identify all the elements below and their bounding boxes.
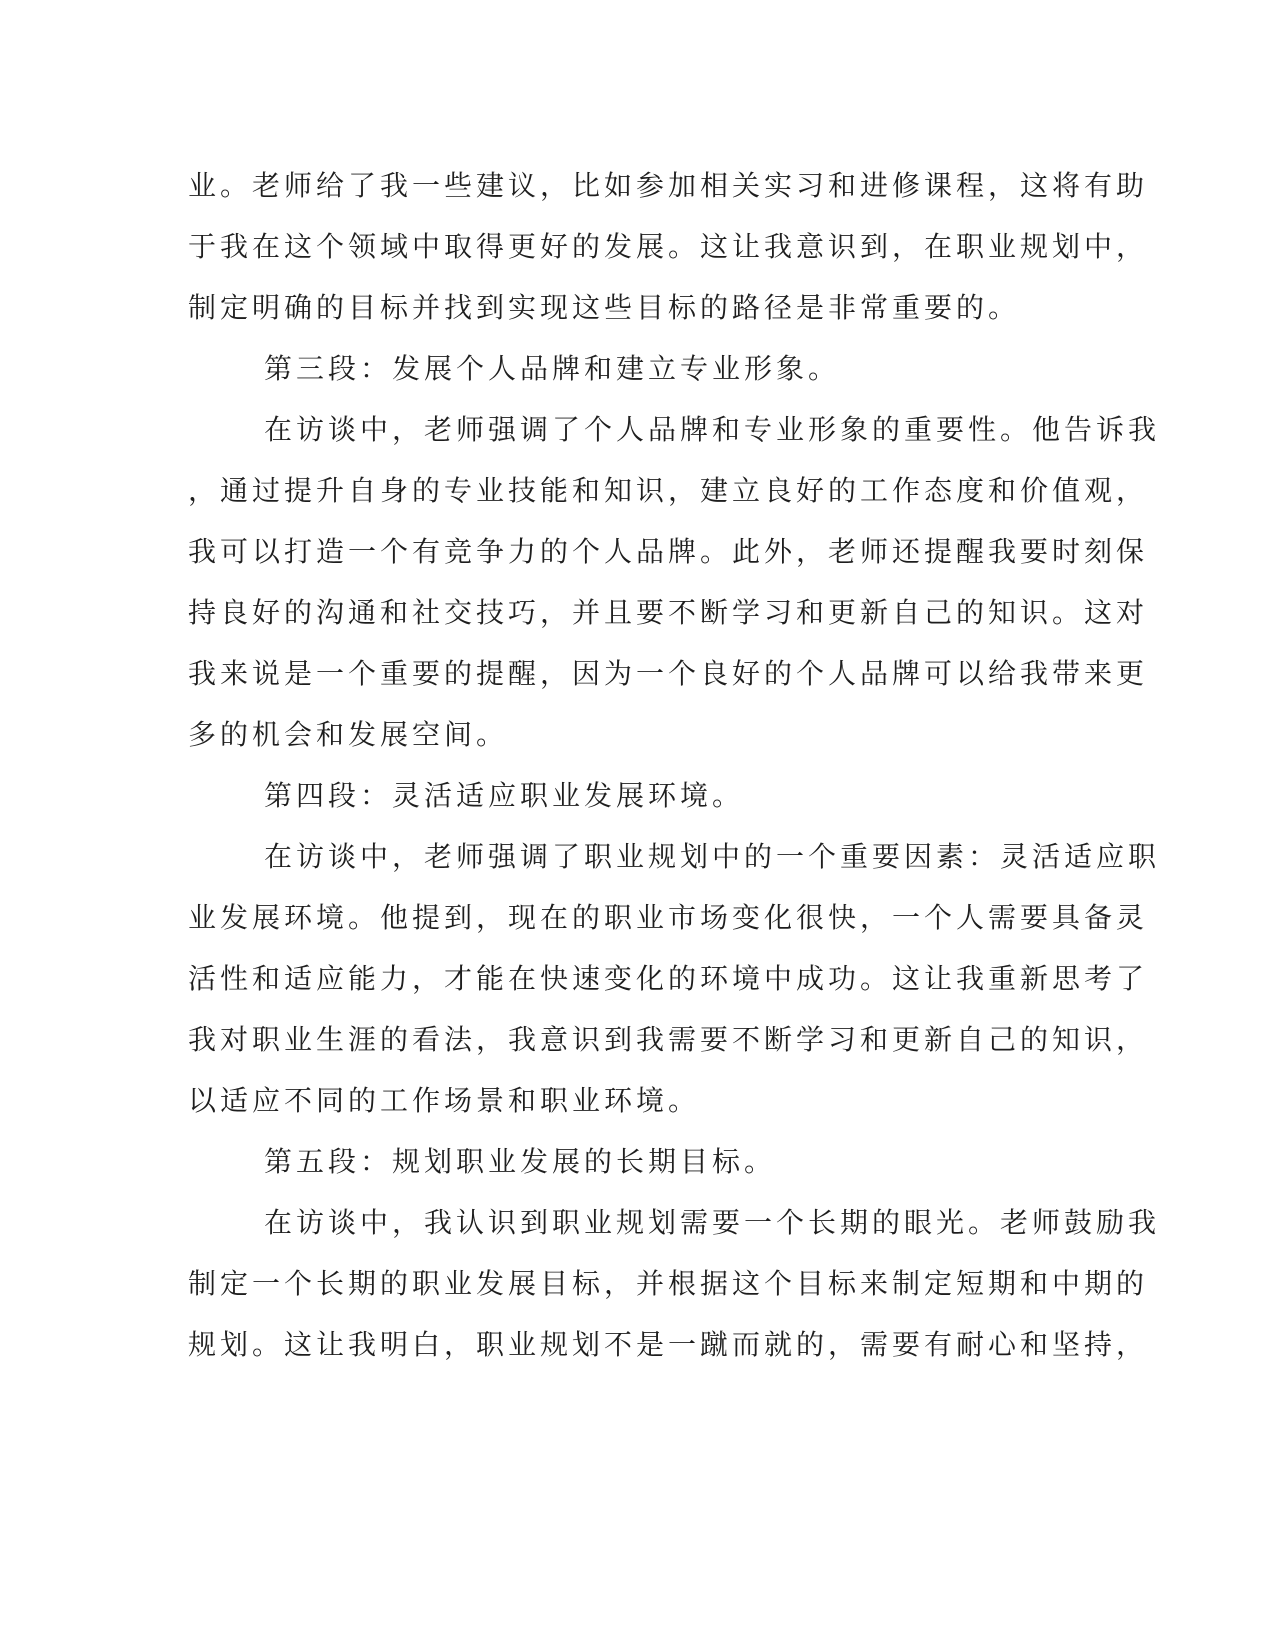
section-heading: 第五段：规划职业发展的长期目标。	[264, 1145, 777, 1178]
section-heading: 第三段：发展个人品牌和建立专业形象。	[264, 352, 841, 385]
body-text	[188, 155, 1161, 1375]
text-line: 规划。这让我明白，职业规划不是一蹴而就的，需要有耐心和坚持，	[188, 1328, 1149, 1361]
text-line: 制定一个长期的职业发展目标，并根据这个目标来制定短期和中期的	[188, 1267, 1149, 1300]
text-line: 业发展环境。他提到，现在的职业市场变化很快，一个人需要具备灵	[188, 901, 1149, 934]
text-line: 制定明确的目标并找到实现这些目标的路径是非常重要的。	[188, 291, 1021, 324]
text-line: 在访谈中，老师强调了职业规划中的一个重要因素：灵活适应职	[264, 840, 1161, 873]
text-line: 活性和适应能力，才能在快速变化的环境中成功。这让我重新思考了	[188, 962, 1149, 995]
section-heading: 第四段：灵活适应职业发展环境。	[264, 779, 745, 812]
text-line: 我来说是一个重要的提醒，因为一个良好的个人品牌可以给我带来更	[188, 657, 1149, 690]
text-line: 于我在这个领域中取得更好的发展。这让我意识到，在职业规划中，	[188, 230, 1149, 263]
text-line: 我可以打造一个有竞争力的个人品牌。此外，老师还提醒我要时刻保	[188, 535, 1149, 568]
text-line: 持良好的沟通和社交技巧，并且要不断学习和更新自己的知识。这对	[188, 596, 1149, 629]
text-line: 在访谈中，我认识到职业规划需要一个长期的眼光。老师鼓励我	[264, 1206, 1161, 1239]
text-line: 多的机会和发展空间。	[188, 718, 509, 751]
text-line: 在访谈中，老师强调了个人品牌和专业形象的重要性。他告诉我	[264, 413, 1161, 446]
text-line: 业。老师给了我一些建议，比如参加相关实习和进修课程，这将有助	[188, 169, 1149, 202]
text-line: 以适应不同的工作场景和职业环境。	[188, 1084, 701, 1117]
text-line: 我对职业生涯的看法，我意识到我需要不断学习和更新自己的知识，	[188, 1023, 1149, 1056]
text-line: ，通过提升自身的专业技能和知识，建立良好的工作态度和价值观，	[188, 474, 1149, 507]
